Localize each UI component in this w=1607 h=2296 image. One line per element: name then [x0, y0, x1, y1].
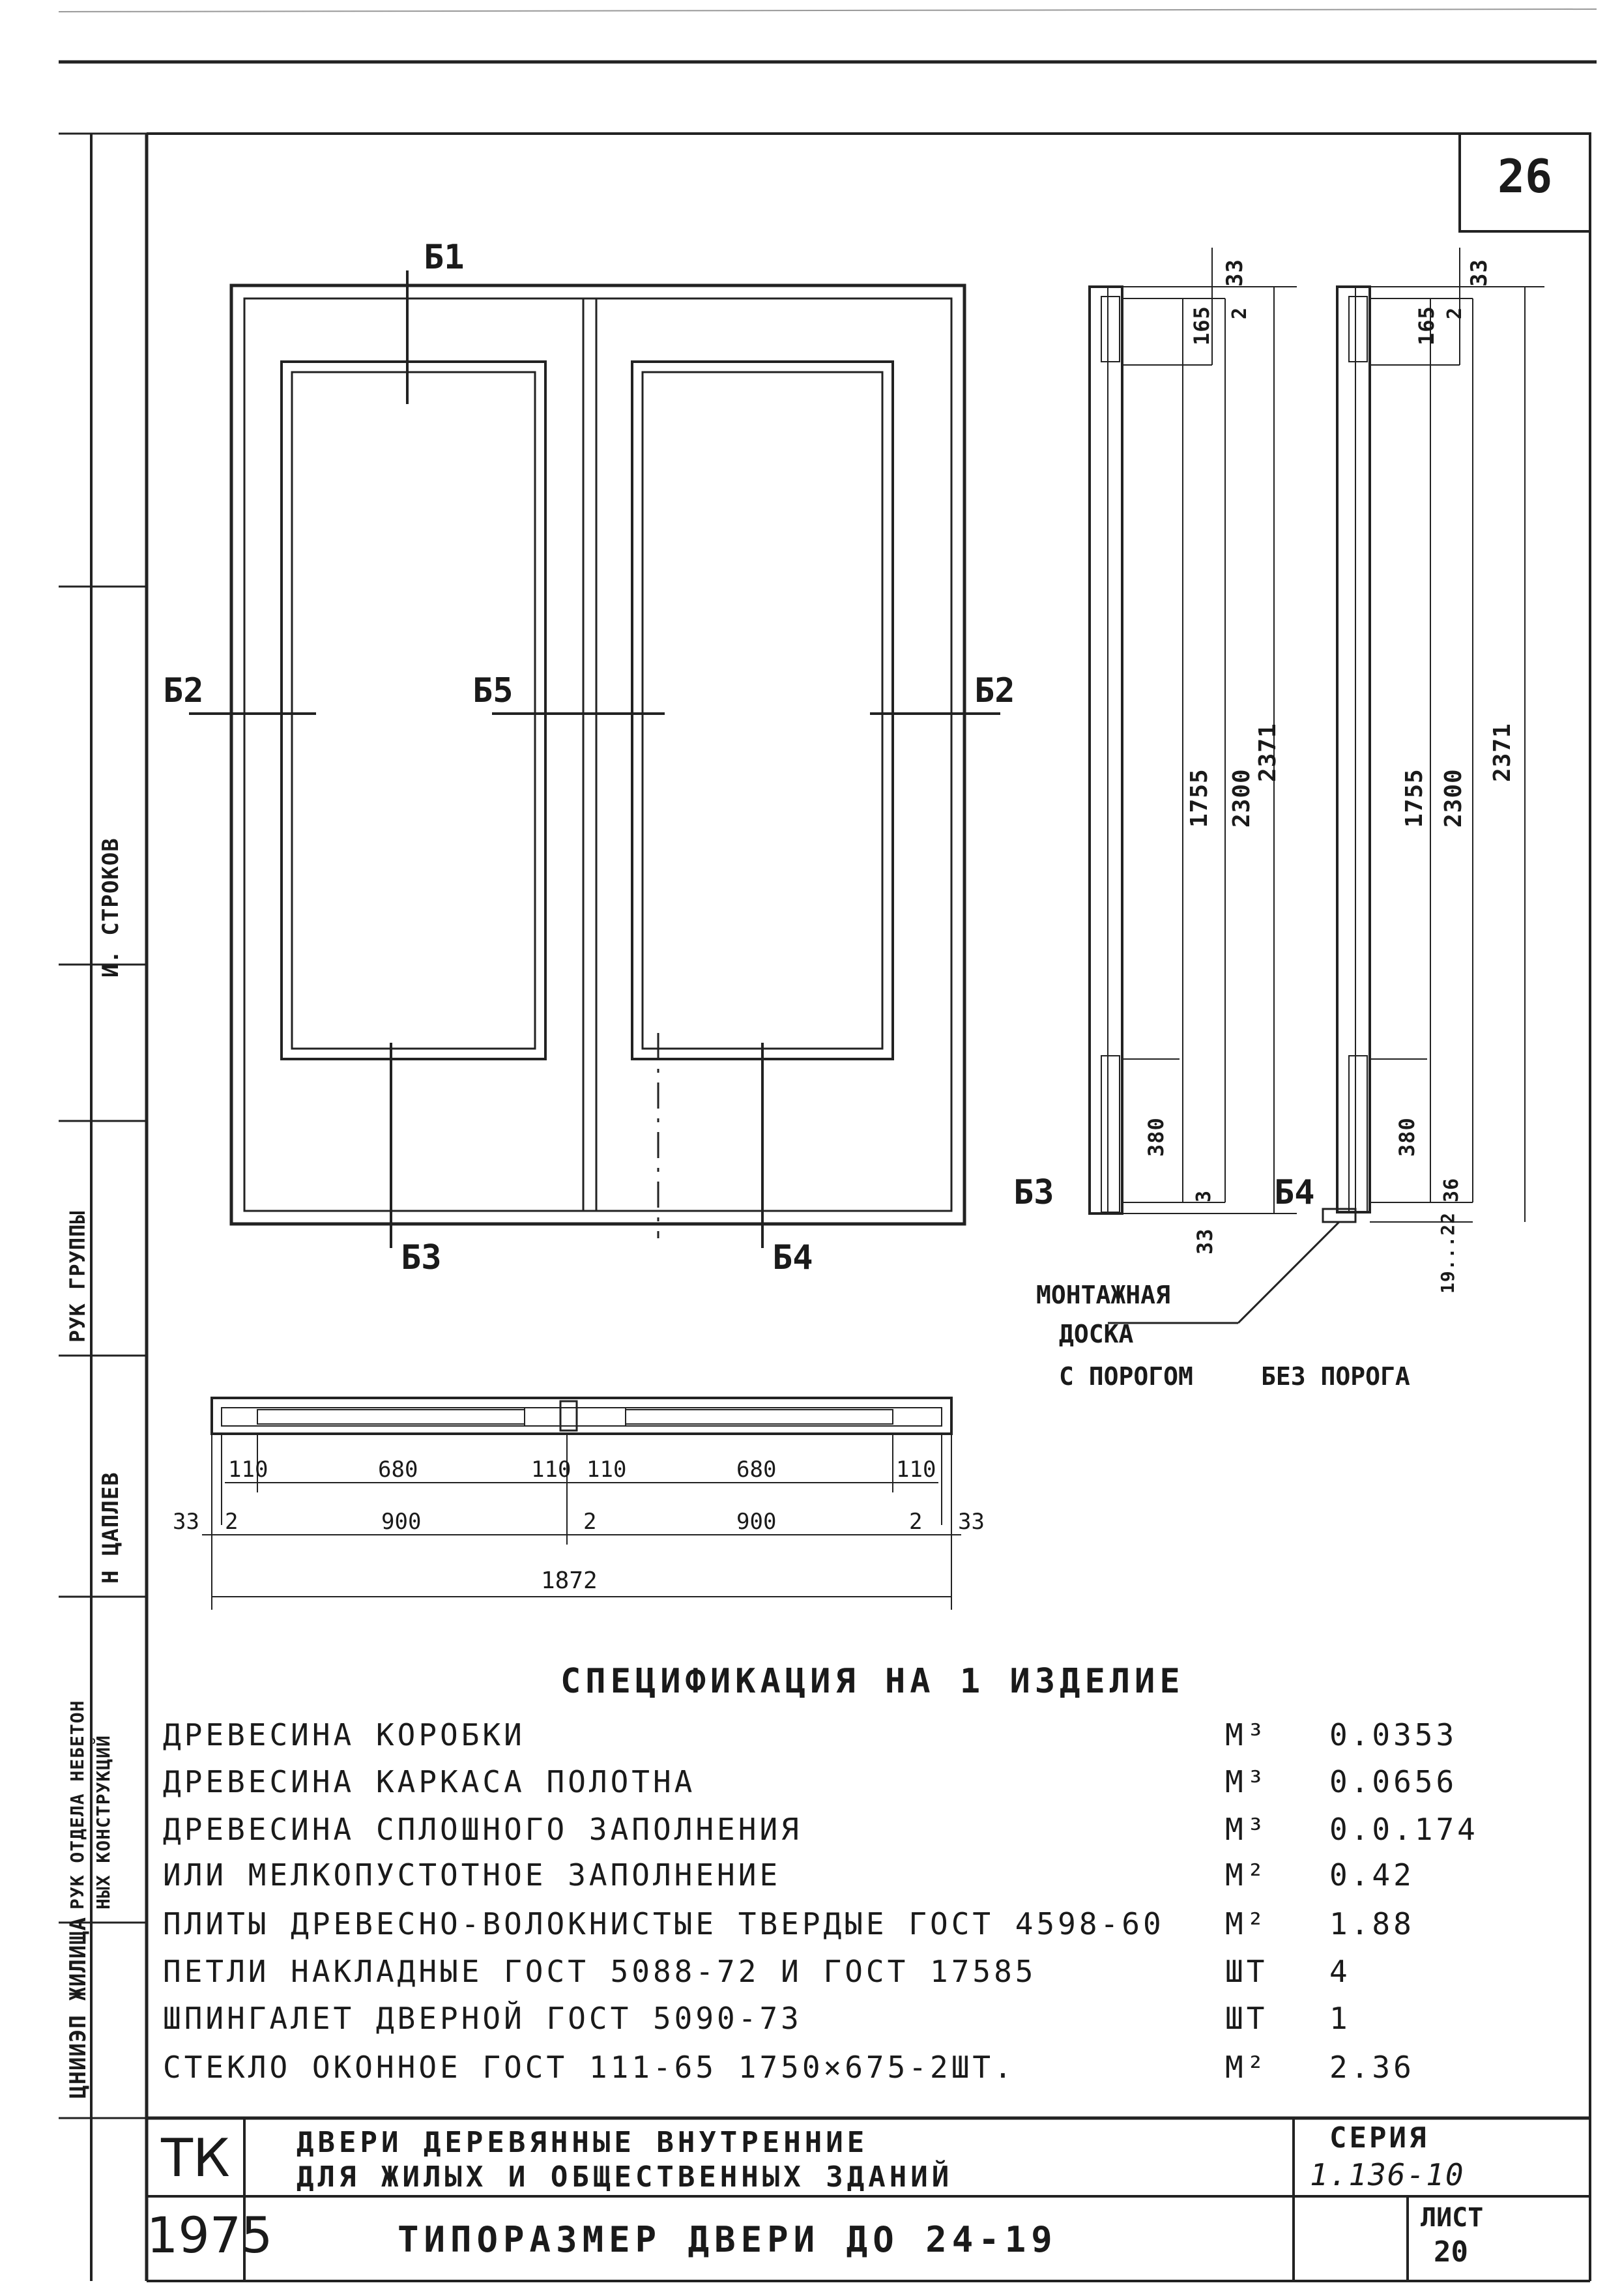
spec-row — [163, 2050, 1466, 2095]
spec-item-qty: 0.0353 — [1329, 1717, 1458, 1752]
dim-33-top-r: 33 — [1466, 259, 1492, 287]
plan-dim-total: 1872 — [541, 1567, 598, 1594]
dim-165: 165 — [1189, 306, 1214, 345]
section-mark-b1: Б1 — [424, 238, 465, 277]
dim-2: 2 — [1228, 306, 1251, 319]
note-without-threshold: БЕЗ ПОРОГА — [1261, 1362, 1410, 1391]
dim-19-22-r: 19...22 — [1437, 1212, 1458, 1294]
spec-item-qty: 1.88 — [1329, 1906, 1415, 1941]
title-block-year: 1975 — [147, 2206, 273, 2264]
plan-dim: 680 — [378, 1457, 418, 1483]
spec-row — [163, 1906, 1466, 1952]
series-label: СЕРИЯ — [1329, 2121, 1429, 2155]
dim-1755-r: 1755 — [1401, 768, 1428, 828]
spec-item-unit: М² — [1225, 1906, 1268, 1941]
spec-item-name: ДРЕВЕСИНА КАРКАСА ПОЛОТНА — [163, 1764, 696, 1799]
spec-item-name: ДРЕВЕСИНА КОРОБКИ — [163, 1717, 525, 1752]
spec-item-name: ШПИНГАЛЕТ ДВЕРНОЙ ГОСТ 5090-73 — [163, 2001, 802, 2036]
spec-row — [163, 2001, 1466, 2046]
dim-1755: 1755 — [1186, 768, 1213, 828]
section-mark-b4: Б4 — [772, 1238, 813, 1277]
plan-dim: 900 — [736, 1509, 777, 1535]
section-mark-b2-left: Б2 — [163, 671, 204, 710]
spec-row — [163, 1764, 1466, 1810]
plan-dim: 2 — [583, 1509, 597, 1535]
plan-dim: 2 — [225, 1509, 239, 1535]
stamp-tsaplev: Н ЦАПЛЕВ — [98, 1472, 124, 1584]
stamp-dept-head-2: НЫХ КОНСТРУКЦИЙ — [93, 1735, 114, 1910]
note-mounting-board-1: МОНТАЖНАЯ — [1036, 1281, 1170, 1309]
section-mark-b2-right: Б2 — [974, 671, 1015, 710]
sheet-value: 20 — [1434, 2235, 1468, 2269]
plan-dim: 110 — [228, 1457, 268, 1483]
dim-2-r: 2 — [1443, 306, 1466, 319]
spec-title: СПЕЦИФИКАЦИЯ НА 1 ИЗДЕЛИЕ — [560, 1662, 1185, 1701]
spec-row — [163, 1812, 1479, 1857]
spec-item-unit: М³ — [1225, 1764, 1268, 1799]
stamp-dept-head-1: РУК ОТДЕЛА НЕБЕТОН — [66, 1700, 88, 1910]
plan-dim: 110 — [531, 1457, 572, 1483]
sheet-label: ЛИСТ — [1421, 2203, 1484, 2233]
dim-2371: 2371 — [1254, 723, 1281, 782]
title-block-type: ТИПОРАЗМЕР ДВЕРИ ДО 24-19 — [398, 2219, 1058, 2260]
spec-row — [163, 1717, 1466, 1763]
section-mark-b5: Б5 — [472, 671, 514, 710]
title-block-line2: ДЛЯ ЖИЛЫХ И ОБЩЕСТВЕННЫХ ЗДАНИЙ — [297, 2160, 953, 2194]
spec-row — [163, 1954, 1466, 1999]
plan-dim: 2 — [909, 1509, 923, 1535]
plan-dim: 110 — [896, 1457, 936, 1483]
dim-380-r: 380 — [1395, 1117, 1419, 1157]
stamp-group-head: РУК ГРУППЫ — [65, 1210, 90, 1343]
note-mounting-board-2: ДОСКА — [1059, 1320, 1134, 1348]
stamp-org: ЦНИИЭП ЖИЛИЩА — [65, 1916, 91, 2099]
stamp-strokov: И. СТРОКОВ — [98, 837, 124, 978]
spec-item-qty: 4 — [1329, 1954, 1351, 1989]
plan-dim: 33 — [958, 1509, 985, 1535]
section-right — [1108, 248, 1544, 1323]
spec-item-unit: ШТ — [1225, 2001, 1268, 2036]
section-mark-b3: Б3 — [401, 1238, 442, 1277]
dim-36-r: 36 — [1440, 1177, 1463, 1202]
spec-item-name: ИЛИ МЕЛКОПУСТОТНОЕ ЗАПОЛНЕНИЕ — [163, 1857, 781, 1893]
dim-33-top: 33 — [1222, 259, 1248, 287]
spec-item-qty: 0.0.174 — [1329, 1812, 1479, 1847]
spec-item-unit: М² — [1225, 1857, 1268, 1893]
dim-2371-r: 2371 — [1489, 723, 1516, 782]
section-right-label: Б4 — [1274, 1173, 1315, 1212]
spec-item-qty: 2.36 — [1329, 2050, 1415, 2085]
dim-2300: 2300 — [1228, 768, 1255, 828]
spec-item-name: ПЕТЛИ НАКЛАДНЫЕ ГОСТ 5088-72 И ГОСТ 17585 — [163, 1954, 1037, 1989]
spec-item-qty: 0.0656 — [1329, 1764, 1458, 1799]
section-left-label: Б3 — [1013, 1173, 1054, 1212]
spec-item-unit: ШТ — [1225, 1954, 1268, 1989]
title-block-line1: ДВЕРИ ДЕРЕВЯННЫЕ ВНУТРЕННИЕ — [297, 2126, 869, 2159]
spec-item-unit: М² — [1225, 2050, 1268, 2085]
title-block-tk: ТК — [161, 2128, 230, 2188]
spec-item-name: СТЕКЛО ОКОННОЕ ГОСТ 111-65 1750×675-2ШТ. — [163, 2050, 1015, 2085]
page-number: 26 — [1497, 150, 1553, 203]
dim-3: 3 — [1193, 1189, 1215, 1202]
spec-item-name: ДРЕВЕСИНА СПЛОШНОГО ЗАПОЛНЕНИЯ — [163, 1812, 802, 1847]
spec-row — [163, 1857, 1466, 1903]
dim-380: 380 — [1144, 1117, 1168, 1157]
plan-dim: 33 — [173, 1509, 199, 1535]
dim-33-bottom: 33 — [1193, 1228, 1217, 1255]
spec-item-qty: 1 — [1329, 2001, 1351, 2036]
door-front-view — [189, 270, 1000, 1248]
plan-dim: 900 — [381, 1509, 422, 1535]
spec-item-name: ПЛИТЫ ДРЕВЕСНО-ВОЛОКНИСТЫЕ ТВЕРДЫЕ ГОСТ 4598-60 — [163, 1906, 1165, 1941]
dim-2300-r: 2300 — [1440, 768, 1467, 828]
spec-item-unit: М³ — [1225, 1812, 1268, 1847]
note-with-threshold: С ПОРОГОМ — [1059, 1362, 1193, 1391]
dim-165-r: 165 — [1414, 306, 1439, 345]
spec-item-unit: М³ — [1225, 1717, 1268, 1752]
spec-item-qty: 0.42 — [1329, 1857, 1415, 1893]
series-value: 1.136-10 — [1310, 2157, 1465, 2192]
plan-dim: 110 — [586, 1457, 627, 1483]
plan-dim: 680 — [736, 1457, 777, 1483]
